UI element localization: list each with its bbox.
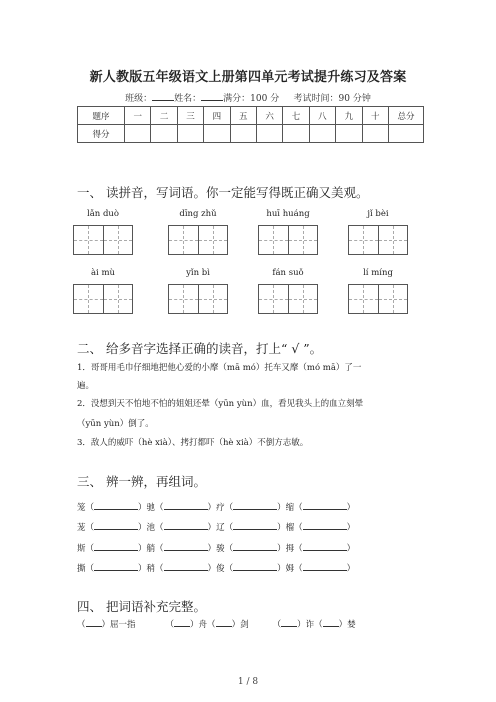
answer-blank[interactable]	[303, 521, 347, 530]
question-2-2a: 2．没想到天不怕地不怕的姐姐还晕（yūn yùn）血，看见我头上的血立刻晕	[77, 399, 364, 409]
character: 斯（	[77, 544, 95, 554]
pinyin-text: jǐ bèi	[367, 209, 389, 219]
answer-blank[interactable]	[164, 562, 208, 571]
score-input-cell[interactable]	[230, 125, 256, 143]
score-header-cell: 七	[283, 107, 309, 125]
score-input-cell[interactable]	[283, 125, 309, 143]
writing-cell[interactable]	[289, 226, 318, 254]
score-header-cell: 十	[362, 107, 388, 125]
word-group-row	[77, 521, 355, 533]
question-2-3: 3．敌人的威吓（hè xià）、拷打都吓（hè xià）不倒方志敏。	[77, 438, 309, 448]
score-header-cell: 二	[151, 107, 177, 125]
paren: ）	[138, 544, 147, 554]
answer-blank[interactable]	[233, 521, 277, 530]
character: 茏（	[77, 523, 95, 533]
question-2-1b: 遍。	[77, 381, 95, 391]
paren: ）	[277, 564, 286, 574]
class-label: 班级：	[125, 94, 153, 104]
score-header-cell: 八	[309, 107, 335, 125]
pinyin-text: lǎn duò	[87, 209, 119, 219]
writing-cell[interactable]	[289, 285, 318, 313]
score-header-cell: 总分	[389, 107, 424, 125]
pinyin-item	[258, 209, 318, 255]
score-header-cell: 四	[204, 107, 230, 125]
character: 疗（	[216, 503, 234, 513]
page-title: 新人教版五年级语文上册第四单元考试提升练习及答案	[89, 70, 407, 85]
writing-box[interactable]	[348, 284, 408, 314]
answer-blank[interactable]	[164, 521, 208, 530]
character: 缩（	[285, 503, 303, 513]
paren: ）	[138, 503, 147, 513]
paren: ）	[277, 544, 286, 554]
answer-blank[interactable]	[233, 501, 277, 510]
writing-box[interactable]	[168, 284, 228, 314]
character: 拇（	[285, 544, 303, 554]
idiom-text: （	[77, 620, 86, 630]
score-header-cell: 题序	[78, 107, 125, 125]
answer-blank[interactable]	[164, 542, 208, 551]
idiom-item	[77, 620, 136, 630]
answer-blank[interactable]	[233, 562, 277, 571]
idiom-text: ）屈一指	[101, 620, 136, 630]
pinyin-item	[348, 209, 408, 255]
answer-blank[interactable]	[94, 521, 138, 530]
idiom-text: ）诈（	[297, 620, 323, 630]
writing-cell[interactable]	[104, 285, 133, 313]
section2-heading: 二、 给多音字选择正确的读音，打上“ √ ”。	[77, 341, 323, 356]
idiom-blank[interactable]	[86, 618, 102, 627]
paren: ）	[346, 503, 356, 513]
writing-box[interactable]	[258, 225, 318, 255]
score-input-cell[interactable]	[256, 125, 282, 143]
class-blank[interactable]	[152, 91, 174, 101]
word-group-item	[286, 542, 356, 554]
word-group-item	[216, 562, 286, 574]
score-input-cell[interactable]	[389, 125, 424, 143]
pinyin-text: fán suǒ	[272, 268, 304, 278]
idiom-blank[interactable]	[174, 618, 190, 627]
writing-cell[interactable]	[379, 285, 408, 313]
page-number: 1 / 8	[237, 677, 259, 687]
score-value-row	[78, 125, 424, 143]
score-header-cell: 三	[177, 107, 203, 125]
paren: ）	[346, 523, 356, 533]
writing-cell[interactable]	[199, 285, 228, 313]
word-group-item	[147, 521, 217, 533]
writing-cell[interactable]	[259, 226, 289, 254]
score-header-row	[78, 107, 424, 125]
idiom-text: （	[272, 620, 282, 630]
answer-blank[interactable]	[233, 542, 277, 551]
exam-info	[0, 91, 496, 104]
idiom-item	[166, 620, 249, 630]
pinyin-row-2	[73, 268, 433, 316]
paren: ）	[138, 523, 147, 533]
word-group-item	[147, 501, 217, 513]
paren: ）	[207, 544, 217, 554]
score-input-cell[interactable]	[309, 125, 335, 143]
paren: ）	[277, 523, 286, 533]
pinyin-item	[73, 209, 133, 255]
idiom-item	[273, 620, 356, 630]
word-group-item	[216, 542, 286, 554]
score-table	[77, 106, 424, 143]
pinyin-text: lí míng	[363, 268, 393, 278]
idiom-text: ）剑	[231, 620, 249, 630]
answer-blank[interactable]	[164, 501, 208, 510]
paren: ）	[138, 564, 147, 574]
writing-cell[interactable]	[169, 285, 199, 313]
answer-blank[interactable]	[94, 542, 138, 551]
word-group-item	[286, 562, 356, 574]
character: 俊（	[216, 564, 234, 574]
word-group-item	[216, 521, 286, 533]
word-group-item	[77, 501, 147, 513]
score-header-cell: 五	[230, 107, 256, 125]
character: 艄（	[146, 544, 164, 554]
question-2-1a: 1．哥哥用毛巾仔细地把他心爱的小摩（mā mó）托车又摩（mó mā）了一	[77, 363, 362, 373]
score-header-cell: 一	[125, 107, 151, 125]
name-blank[interactable]	[201, 91, 223, 101]
writing-cell[interactable]	[349, 226, 379, 254]
word-group-row	[77, 542, 355, 554]
writing-cell[interactable]	[379, 226, 408, 254]
paren: ）	[207, 523, 217, 533]
score-input-cell[interactable]	[177, 125, 203, 143]
idiom-blank[interactable]	[216, 618, 232, 627]
name-label: 姓名：	[174, 94, 202, 104]
word-group-item	[77, 562, 147, 574]
score-header-cell: 六	[256, 107, 282, 125]
pinyin-item	[348, 268, 408, 314]
word-group-item	[286, 521, 356, 533]
pinyin-item	[168, 209, 228, 255]
answer-blank[interactable]	[303, 542, 347, 551]
idiom-text: （	[165, 620, 175, 630]
writing-cell[interactable]	[74, 226, 104, 254]
question-2-2b: （yūn yùn）倒了。	[77, 419, 154, 429]
word-group-item	[147, 542, 217, 554]
section4-heading: 四、 把词语补充完整。	[77, 599, 206, 614]
character: 榴（	[285, 523, 303, 533]
word-group-item	[77, 521, 147, 533]
writing-cell[interactable]	[169, 226, 199, 254]
writing-box[interactable]	[168, 225, 228, 255]
section1-heading: 一、 读拼音，写词语。你一定能写得既正确又美观。	[77, 185, 369, 200]
answer-blank[interactable]	[94, 501, 138, 510]
score-input-cell[interactable]	[362, 125, 388, 143]
writing-box[interactable]	[258, 284, 318, 314]
paren: ）	[346, 544, 356, 554]
idiom-text: ）婪	[338, 620, 356, 630]
pinyin-item	[168, 268, 228, 314]
pinyin-text: ài mù	[90, 268, 116, 278]
character: 驰（	[146, 503, 164, 513]
pinyin-row-1	[73, 209, 433, 257]
pinyin-text: yǐn bì	[186, 268, 210, 278]
character: 稍（	[146, 564, 164, 574]
word-group-item	[286, 501, 356, 513]
word-group-item	[77, 542, 147, 554]
score-input-cell[interactable]	[125, 125, 151, 143]
idiom-blank[interactable]	[323, 618, 339, 627]
idiom-blank[interactable]	[281, 618, 297, 627]
writing-box[interactable]	[73, 284, 133, 314]
answer-blank[interactable]	[94, 562, 138, 571]
pinyin-item	[73, 268, 133, 314]
writing-cell[interactable]	[349, 285, 379, 313]
score-input-cell[interactable]	[151, 125, 177, 143]
character: 骏（	[216, 544, 234, 554]
pinyin-text: huī huáng	[266, 209, 310, 219]
word-group-row	[77, 501, 355, 513]
paren: ）	[346, 564, 356, 574]
paren: ）	[207, 564, 217, 574]
score-input-cell[interactable]	[204, 125, 230, 143]
character: 辽（	[216, 523, 234, 533]
word-group-item	[147, 562, 217, 574]
character: 笼（	[77, 503, 95, 513]
exam-time: 考试时间：90 分钟	[293, 94, 371, 104]
score-input-cell[interactable]	[336, 125, 362, 143]
word-group-row	[77, 562, 355, 574]
word-group-item	[216, 501, 286, 513]
writing-cell[interactable]	[259, 285, 289, 313]
character: 姆（	[285, 564, 303, 574]
score-header-cell: 九	[336, 107, 362, 125]
idiom-text: ）舟（	[190, 620, 216, 630]
paren: ）	[207, 503, 217, 513]
writing-cell[interactable]	[199, 226, 228, 254]
answer-blank[interactable]	[303, 562, 347, 571]
writing-box[interactable]	[348, 225, 408, 255]
character: 池（	[146, 523, 164, 533]
pinyin-item	[258, 268, 318, 314]
paren: ）	[277, 503, 286, 513]
score-label-cell: 得分	[78, 125, 125, 143]
writing-box[interactable]	[73, 225, 133, 255]
writing-cell[interactable]	[104, 226, 133, 254]
pinyin-text: dīng zhǔ	[179, 209, 217, 219]
fill-row	[77, 618, 356, 630]
full-score: 满分：100 分	[223, 94, 280, 104]
section3-heading: 三、 辨一辨，再组词。	[77, 474, 206, 489]
answer-blank[interactable]	[303, 501, 347, 510]
character: 撕（	[77, 564, 95, 574]
writing-cell[interactable]	[74, 285, 104, 313]
